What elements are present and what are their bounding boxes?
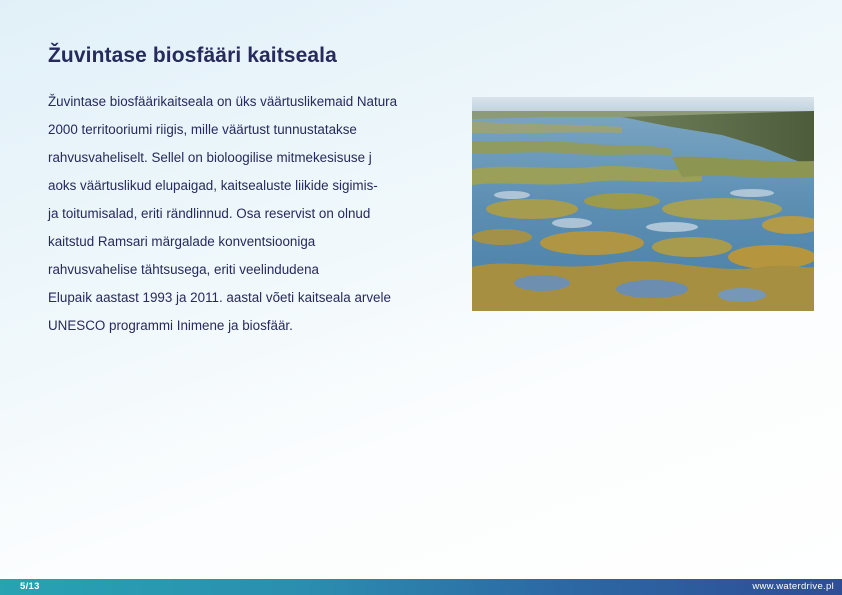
footer-url[interactable]: www.waterdrive.pl xyxy=(752,581,834,592)
body-line: rahvusvahelise tähtsusega, eriti veelindudena xyxy=(48,262,319,277)
page-number: 5/13 xyxy=(20,581,40,592)
body-line: kaitstud Ramsari märgalade konventsiooniga xyxy=(48,234,316,249)
body-line: Žuvintase biosfäärikaitseala on üks väärtuslikemaid Natura xyxy=(48,94,398,109)
body-line: aoks väärtuslikud elupaigad, kaitsealuste liikide sigimis- xyxy=(48,178,378,193)
body-line: Elupaik aastast 1993 ja 2011. aastal võeti kaitseala arvele xyxy=(48,290,391,305)
body-line: 2000 territooriumi riigis, mille väärtust tunnustatakse xyxy=(48,122,357,137)
body-line: UNESCO programmi Inimene ja biosfäär. xyxy=(48,318,293,333)
slide-title: Žuvintase biosfääri kaitseala xyxy=(48,44,337,67)
body-line: ja toitumisalad, eriti rändlinnud. Osa reservist on olnud xyxy=(48,206,371,221)
body-text xyxy=(48,88,448,340)
body-line: rahvusvaheliselt. Sellel on bioloogilise mitmekesisuse j xyxy=(48,150,372,165)
footer-bar xyxy=(0,579,842,595)
wetland-aerial-photo xyxy=(472,97,814,311)
